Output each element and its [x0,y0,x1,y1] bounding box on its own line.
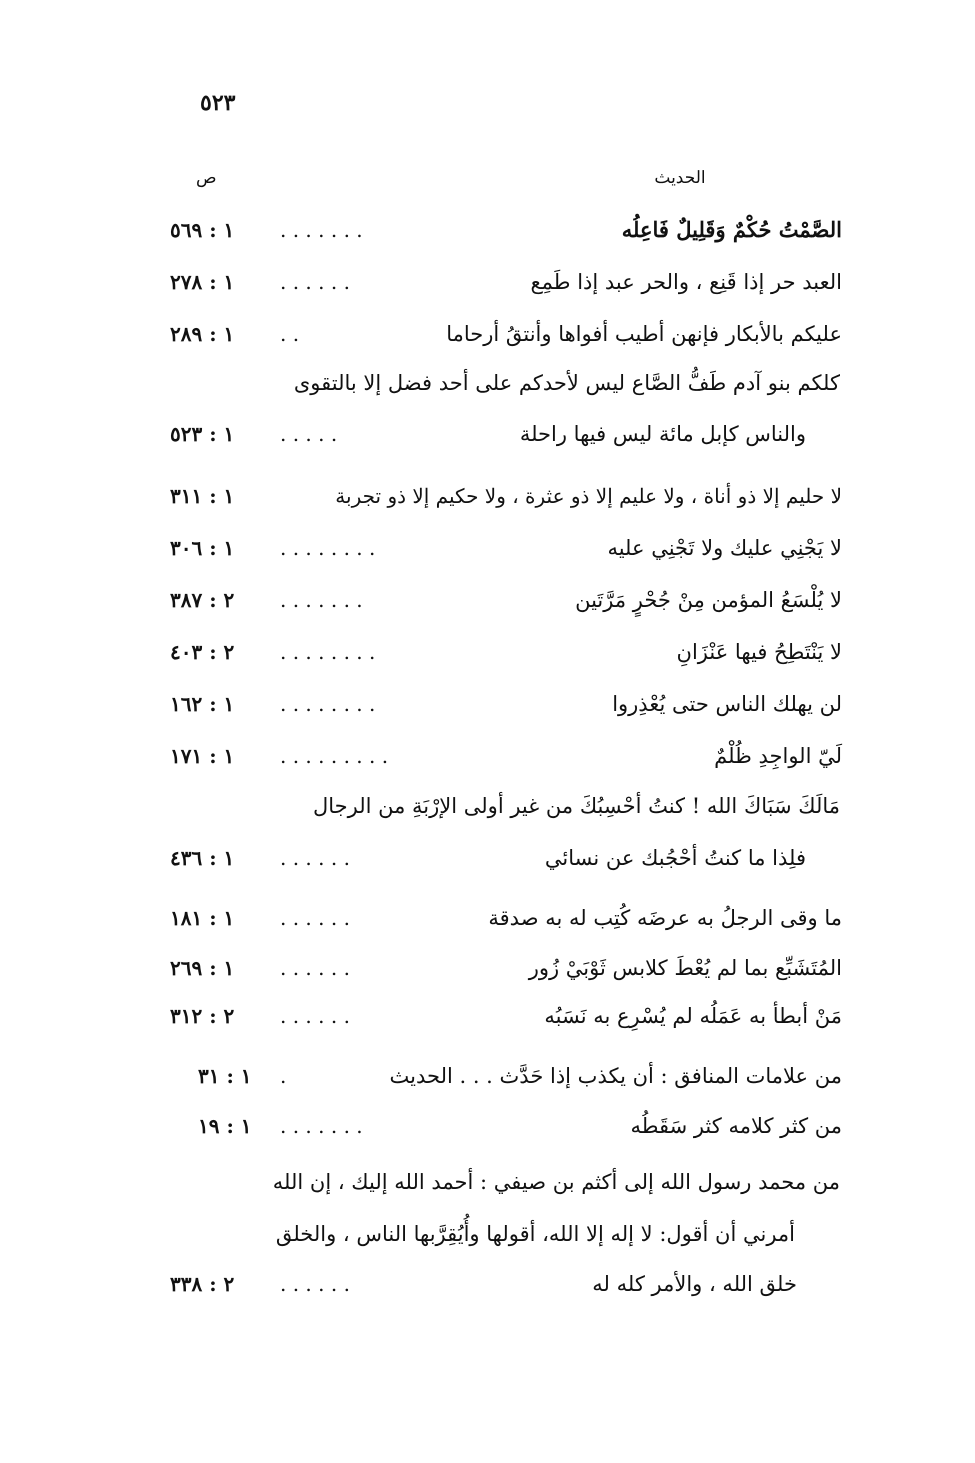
page-reference: ٢ : ٣٣٨ [170,1272,235,1296]
leader-dots: . . . . . . . . [280,640,376,664]
leader-dots: . . . . . . [280,1272,350,1296]
hadith-text: المُتَشَبِّع بما لم يُعْطَ كلابس ثَوْبَيْ زُور [528,956,842,980]
leader-dots: . . . . . . . . . [280,744,389,768]
index-entry [170,1106,842,1146]
page-reference: ١ : ١٦٢ [170,692,235,716]
page-reference: ١ : ١٩ [198,1114,252,1138]
leader-dots: . . . . . . . . [280,692,376,716]
leader-dots: . . . . . . . [280,588,363,612]
leader-dots: . . . . . . [280,270,350,294]
hadith-text: والناس كإبل مائة ليس فيها راحلة [519,422,806,446]
leader-dots: . . . . . . [280,1004,350,1028]
hadith-text: لَيّ الواجِدِ ظُلْمٌ [714,744,842,768]
page-number: ٥٢٣ [200,90,236,116]
index-entry [170,898,842,938]
index-entry [170,1264,842,1304]
index-entry [170,580,842,620]
index-entry [170,314,842,354]
hadith-text: ما وقى الرجلُ به عرضَه كُتِب له به صدقة [488,906,842,930]
hadith-text: لا يُلْسَعُ المؤمن مِنْ جُحْرٍ مَرَّتَين [575,588,842,612]
hadith-text-line: من محمد رسول الله إلى أكثم بن صيفي : أحمد الله إليك ، إن الله [272,1170,840,1194]
page-reference: ١ : ٥٢٣ [170,422,235,446]
page-reference: ١ : ٢٦٩ [170,956,235,980]
hadith-text-line: كلكم بنو آدم طَفُّ الصَّاع ليس لأحدكم على أحد فضل إلا بالتقوى [293,371,840,395]
index-entry [170,414,842,454]
page-reference: ١ : ٥٦٩ [170,218,235,242]
leader-dots: . . . . . . [280,956,350,980]
hadith-text-line: مَالَكَ سَبَاكَ الله ! كنتُ أحْسِبُكَ من غير أولى الإرْبَةِ من الرجال [313,794,840,818]
page-reference: ١ : ٣١ [198,1064,252,1088]
index-entry [170,736,842,776]
page-reference: ١ : ١٧١ [170,744,235,768]
index-entry [170,684,842,724]
index-entry [170,262,842,302]
page-reference: ١ : ٤٣٦ [170,846,235,870]
hadith-text: لا حليم إلا ذو أناة ، ولا عليم إلا ذو عثرة ، ولا حكيم إلا ذو تجربة [335,484,842,508]
leader-dots: . . . . . . . [280,218,363,242]
page-reference: ٢ : ٤٠٣ [170,640,235,664]
index-entry [170,996,842,1036]
hadith-text: مَنْ أبطأ به عَمَلُه لم يُسْرِع به نَسَبُه [544,1004,842,1028]
leader-dots: . . . . . [280,422,338,446]
column-header-page: ص [196,168,217,188]
hadith-text: عليكم بالأبكار فإنهن أطيب أفواها وأنتقُ أرحاما [446,322,842,346]
hadith-text: الصَّمْتُ حُكْمٌ وَقَلِيلٌ فَاعِلُه [621,217,842,242]
hadith-text: لن يهلك الناس حتى يُعْذِروا [612,692,842,716]
hadith-text: العبد حر إذا قَنِع ، والحر عبد إذا طَمِع [530,270,842,294]
page-reference: ٢ : ٣١٢ [170,1004,235,1028]
hadith-text: من علامات المنافق : أن يكذب إذا حَدَّث . . . الحديث [389,1064,842,1088]
column-header-hadith: الحديث [654,168,706,188]
index-entry [170,476,842,516]
hadith-text-line: أمرني أن أقول: لا إله إلا الله، أقولها وأُيُقِرَّبها الناس ، والخلق [275,1222,795,1246]
leader-dots: . . . . . . [280,906,350,930]
page-reference: ١ : ١٨١ [170,906,235,930]
index-entry [170,210,842,250]
page-reference: ١ : ٢٧٨ [170,270,235,294]
page-reference: ١ : ٢٨٩ [170,322,235,346]
leader-dots: . [280,1064,287,1088]
leader-dots: . . . . . . . [280,1114,363,1138]
page-reference: ٢ : ٣٨٧ [170,588,235,612]
hadith-text: من كثر كلامه كثر سَقَطُه [630,1114,842,1138]
hadith-text: لا يَنْتَطِحُ فيها عَنْزَانِ [676,640,842,664]
leader-dots: . . . . . . [280,846,350,870]
index-entry [170,838,842,878]
hadith-text: فلِذا ما كنتُ أحْجُبك عن نسائي [544,846,806,870]
index-entry [170,632,842,672]
hadith-text: لا يَجْنِي عليك ولا تَجْنِي عليه [607,536,842,560]
index-entry [170,1056,842,1096]
hadith-text: خلق الله ، والأمر كله له [592,1272,797,1296]
page-reference: ١ : ٣٠٦ [170,536,235,560]
index-entry [170,948,842,988]
index-entry [170,528,842,568]
leader-dots: . . . . . . . . [280,536,376,560]
leader-dots: . . [280,322,300,346]
page-reference: ١ : ٣١١ [170,484,235,508]
